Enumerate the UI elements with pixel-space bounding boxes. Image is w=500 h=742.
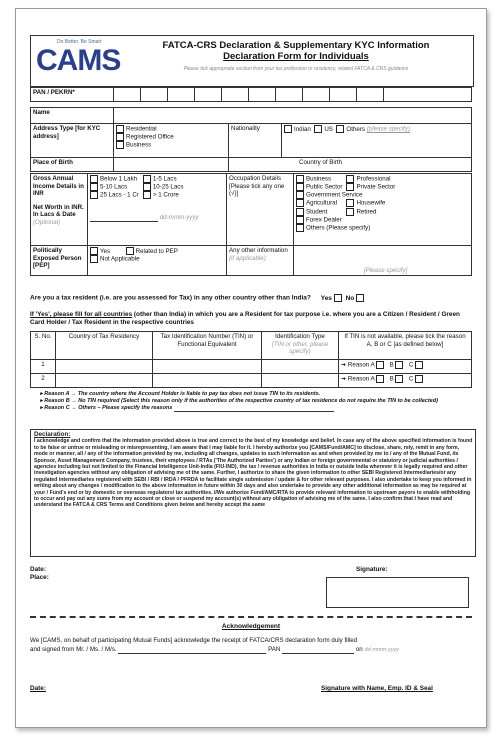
income-below-1-lakh[interactable]: Below 1 Lakh [90,175,143,183]
pan-cell[interactable] [276,88,303,102]
row-tin[interactable] [153,374,262,388]
income-25-lacs-1-cr[interactable]: 25 Lacs - 1 Cr [90,191,143,199]
col-header-reason: If TIN is not available, please tick the reason A, B or C [as defined below] [339,332,472,360]
col-header-id-type: Identification Type [275,333,325,340]
row-reason[interactable]: ➔ Reason A B C [339,360,472,374]
col-header-sno: S. No. [31,332,56,360]
row-tin[interactable] [153,360,262,374]
income-above-1-crore[interactable]: > 1 Crore [143,191,184,199]
form-page [15,8,487,728]
ack-signature-label: Signature with Name, Emp. ID & Seal [321,685,433,692]
occupation-others[interactable]: Others (Please specify) [296,224,395,232]
pan-cell[interactable] [168,88,195,102]
ack-body [30,637,472,654]
declaration-place-label: Place: [30,574,49,581]
country-of-birth-label: Country of Birth [229,158,472,172]
occupation-retired[interactable]: Retired [346,208,395,216]
ack-heading: Acknowledgement [221,623,281,630]
nationality-option-indian[interactable]: Indian [284,126,311,133]
pan-cell[interactable] [195,88,222,102]
income-1-5-lacs[interactable]: 1-5 Lacs [143,175,184,183]
form-header [30,35,474,87]
col-header-country: Country of Tax Residency [56,332,153,360]
pep-option-yes[interactable]: Yes [90,248,110,255]
pan-cell[interactable] [303,88,330,102]
gross-income-label: Gross Annual Income Details in INR [33,175,84,197]
pep-label: Politically Exposed Person [PEP] [31,246,88,276]
occupation-forex-dealer[interactable]: Forex Dealer [296,216,395,224]
table-row [31,374,472,388]
form-title: FATCA-CRS Declaration & Supplementary KYC Information [162,40,430,51]
place-of-birth-field[interactable] [114,158,229,172]
logo-tagline: Do Better. Be Smart [57,39,102,45]
other-info-label: Any other information [229,247,288,254]
form-subtitle: Declaration Form for Individuals [223,51,369,62]
net-worth-field[interactable] [90,221,158,222]
address-option-registered-office[interactable]: Registered Office [116,133,226,141]
pan-label: PAN / PEKRN* [31,88,114,102]
occupation-public-sector[interactable]: Public Sector [296,183,346,191]
pep-option-not-applicable[interactable]: Not Applicable [90,255,224,263]
other-info-specify[interactable]: [Please specify] [294,246,472,276]
logo-text: CAMS [36,44,121,77]
place-of-birth-label: Place of Birth [31,158,114,172]
row-sno: 2 [31,374,56,388]
row-sno: 1 [31,360,56,374]
date-place-block [30,566,49,582]
net-worth-optional: (Optional) [33,218,61,226]
ack-date-label: Date: [30,685,46,692]
name-label: Name [31,108,114,124]
ack-pan-label: PAN [268,645,281,653]
pan-table [30,87,472,102]
declaration-box [30,429,476,557]
col-header-id-type-hint: (TIN or other, please specify) [271,340,329,355]
signature-label: Signature: [356,566,388,573]
tax-yes-option[interactable]: Yes [321,295,344,302]
pan-cell[interactable] [141,88,168,102]
occupation-business[interactable]: Business [296,175,346,183]
ack-date-placeholder: dd-mmm-yyyy [364,646,400,653]
tax-residency-table [30,331,472,388]
pan-cell[interactable] [222,88,249,102]
row-country[interactable] [56,360,153,374]
nationality-specify-hint: (please specify) [366,125,411,133]
col-header-tin: Tax Identification Number (TIN) or Functional Equivalent [153,332,262,360]
declaration-text: I acknowledge and confirm that the information provided above is true and correct to the best of my knowledge and belief. In case any of the above specified information is found to be false or untrue or misleading or misrepresenting, I am aware that I may liable for it. I hereby authorize you [CAMS/Fund/AMC] to disclose, share, rely, remit in any form, mode or manner, all / any of the information provided by me, including all changes, updates to such information as and when provided by me to / any of the Mutual Fund, its Sponsor, Asset Management Company, trustees, their employees / RTAs ('The Authorized Parties') or any Indian or foreign governmental or statutory or judicial authorities / agencies including but not limited to the Financial Intelligence Unit-India (FIU-IND), the tax / revenue authorities in India or outside India wherever it is legally required and other investigation agencies without any obligation of advising me of the same. Further, I authorize to share the given information to other SEBI Registered Intermediaries/or any regulated intermediaries registered with SEBI / RBI / IRDA / PFRDA to facilitate single submission / update & for other relevant purposes. I also undertake to keep you informed in writing about any changes / modification to the above information in future within 30 days and also undertake to provide any other additional information as may be required at your / Fund's end or by domestic or overseas regulators/ tax authorities. I/We authorize Fund/AMC/RTA to provide relevant information to upstream payors to enable withholding to occur and pay out any sums from my account or close or suspend my account(s) without any obligation of advising me of the same. I also confirm that I have read and understand the FATCA & CRS Terms and Conditions given below and hereby accept the same [34,438,473,509]
pan-cell[interactable] [249,88,276,102]
kyc-table [30,107,472,172]
pan-cell[interactable] [330,88,357,102]
address-type-label: Address Type [for KYC address] [31,124,114,158]
ack-name-field[interactable] [118,653,266,654]
income-10-25-lacs[interactable]: 10-25 Lacs [143,183,184,191]
table-row [31,360,472,374]
form-instruction: Please tick appropriate section from your tax profession or residency, related FATCA & CRS guidance [183,66,409,72]
pan-cell[interactable] [357,88,384,102]
row-country[interactable] [56,374,153,388]
signature-box[interactable] [326,577,469,608]
pep-option-related[interactable]: Related to PEP [126,248,178,255]
if-yes-rest: (other than India) in which you are a Resident for tax purpose i.e. where you are a Citizen / Resident / Green Card Holder / Tax Resident in the respective countries [30,311,460,326]
ack-on-label: on [355,645,363,653]
address-option-residential[interactable]: Residential [116,125,226,133]
nationality-label: Nationality [229,124,282,158]
cams-logo [35,38,121,82]
occupation-student[interactable]: Student [296,208,346,216]
reason-note-b: ▸ Reason B → No TIN required (Select this reason only if the authorities of the respective country of tax residence do not require the TIN to be collected) [40,398,438,404]
ack-pan-field[interactable] [282,653,354,654]
pan-cell[interactable] [114,88,141,102]
ack-line-1: We [CAMS, on behalf of participating Mutual Funds] acknowledge the receipt of FATCA/CRS declaration form duly filled [30,637,358,644]
declaration-date-label: Date: [30,566,46,573]
name-field[interactable] [114,108,472,124]
reason-notes [40,391,470,412]
reason-note-a: ▸ Reason A → The country where the Account Holder is liable to pay tax does not issue TIN to its residents. [40,391,321,397]
income-5-10-lacs[interactable]: 5-10 Lacs [90,183,143,191]
tax-no-option[interactable]: No [346,295,366,302]
occupation-professional[interactable]: Professional [346,175,395,183]
address-option-business[interactable]: Business [116,141,226,149]
reason-note-c: ▸ Reason C → Others – Please specify the reasons [40,405,470,412]
ack-line-2a: and signed from Mr. / Ms. / M/s. [30,645,117,653]
row-id-type[interactable] [262,360,339,374]
if-yes-lead: If 'Yes', please fill for all countries [30,311,133,318]
net-worth-label: Net Worth in INR. In Lacs & Date [33,203,84,218]
net-worth-date-placeholder: dd-mmm-yyyy [159,214,199,222]
tax-question-row [30,294,472,302]
occupation-label: Occupation Details [Please tick any one (√)] [227,174,294,246]
nationality-option-others[interactable]: Others [336,126,365,133]
tax-instructions [30,311,472,327]
row-id-type[interactable] [262,374,339,388]
nationality-option-us[interactable]: US [314,126,333,133]
occupation-private-sector[interactable]: Private Sector [346,183,395,191]
declaration-heading: Declaration: [34,431,71,438]
income-table [30,173,472,276]
occupation-government-service[interactable]: Government Service [296,191,395,199]
row-reason[interactable]: ➔ Reason A B C [339,374,472,388]
pan-cell[interactable] [384,88,472,102]
occupation-agricultural[interactable]: Agricultural [296,199,346,207]
tax-resident-question: Are you a tax resident (i.e. are you assessed for Tax) in any other country other than India? [30,294,311,302]
occupation-housewife[interactable]: Housewife [346,199,395,207]
other-info-hint: (if applicable) [229,254,266,262]
cut-line-divider [30,616,472,618]
